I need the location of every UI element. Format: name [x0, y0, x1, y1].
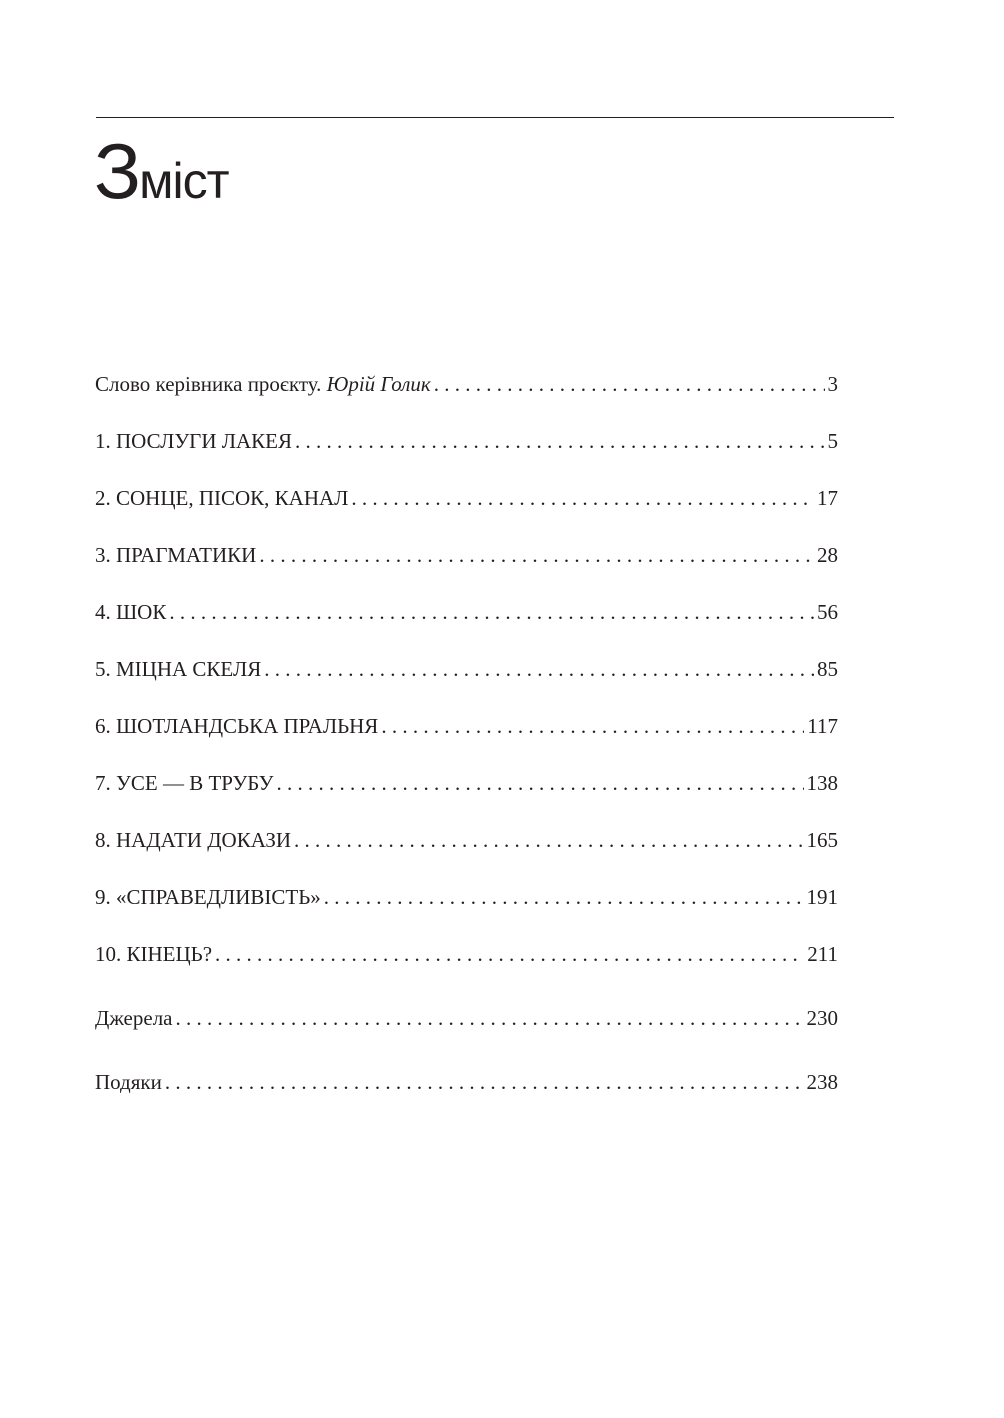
- toc-item-label: 5. МІЦНА СКЕЛЯ: [95, 657, 262, 681]
- toc-item-page: 17: [817, 486, 838, 510]
- toc-item-label: 4. ШОК: [95, 600, 167, 624]
- toc-item-chapter-9[interactable]: [95, 882, 838, 912]
- toc-item-page: 117: [807, 714, 838, 738]
- toc-item-page: 211: [807, 942, 838, 966]
- dot-leader: [295, 426, 825, 456]
- toc-item-page: 191: [806, 885, 838, 909]
- toc-item-page: 28: [817, 543, 838, 567]
- dot-leader: [351, 483, 814, 513]
- toc-foreword-author: Юрій Голик: [326, 372, 431, 396]
- page-title: [94, 127, 229, 215]
- toc-item-chapter-3[interactable]: [95, 540, 838, 570]
- toc-item-page: 165: [806, 828, 838, 852]
- toc-item-foreword[interactable]: [95, 369, 838, 399]
- toc-item-label: 1. ПОСЛУГИ ЛАКЕЯ: [95, 429, 292, 453]
- header-rule: [96, 117, 894, 118]
- dot-leader: [324, 882, 804, 912]
- dot-leader: [259, 540, 814, 570]
- toc-item-page: 3: [827, 372, 838, 396]
- toc-item-chapter-2[interactable]: [95, 483, 838, 513]
- dot-leader: [165, 1067, 804, 1097]
- toc-item-chapter-5[interactable]: [95, 654, 838, 684]
- toc-item-label: Подяки: [95, 1070, 162, 1094]
- toc-item-chapter-7[interactable]: [95, 768, 838, 798]
- page-title-initial: З: [94, 127, 140, 215]
- dot-leader: [264, 654, 814, 684]
- toc-item-label: 6. ШОТЛАНДСЬКА ПРАЛЬНЯ: [95, 714, 379, 738]
- toc-item-sources[interactable]: [95, 1003, 838, 1033]
- dot-leader: [215, 939, 804, 969]
- toc-item-chapter-6[interactable]: [95, 711, 838, 741]
- toc-item-label: 2. СОНЦЕ, ПІСОК, КАНАЛ: [95, 486, 349, 510]
- toc-item-label: 10. КІНЕЦЬ?: [95, 942, 213, 966]
- toc-item-label: [95, 369, 431, 399]
- toc-item-page: 85: [817, 657, 838, 681]
- dot-leader: [169, 597, 814, 627]
- toc-item-page: 56: [817, 600, 838, 624]
- toc-item-acknowledgements[interactable]: [95, 1067, 838, 1097]
- toc-item-label: 8. НАДАТИ ДОКАЗИ: [95, 828, 292, 852]
- toc-item-page: 230: [806, 1006, 838, 1030]
- toc-item-page: 238: [806, 1070, 838, 1094]
- toc-item-label: 9. «СПРАВЕДЛИВІСТЬ»: [95, 885, 321, 909]
- dot-leader: [434, 369, 825, 399]
- toc-item-page: 138: [806, 771, 838, 795]
- dot-leader: [294, 825, 803, 855]
- toc-item-label: 7. УСЕ — В ТРУБУ: [95, 771, 274, 795]
- toc-item-chapter-8[interactable]: [95, 825, 838, 855]
- toc-item-page: 5: [827, 429, 838, 453]
- toc-foreword-title: Слово керівника проєкту.: [95, 372, 327, 396]
- toc-item-label: Джерела: [95, 1006, 173, 1030]
- dot-leader: [176, 1003, 804, 1033]
- toc-item-chapter-10[interactable]: [95, 939, 838, 969]
- dot-leader: [381, 711, 804, 741]
- toc-item-chapter-4[interactable]: [95, 597, 838, 627]
- toc-item-label: 3. ПРАГМАТИКИ: [95, 543, 257, 567]
- dot-leader: [277, 768, 804, 798]
- toc-item-chapter-1[interactable]: [95, 426, 838, 456]
- page-title-rest: міст: [139, 153, 229, 209]
